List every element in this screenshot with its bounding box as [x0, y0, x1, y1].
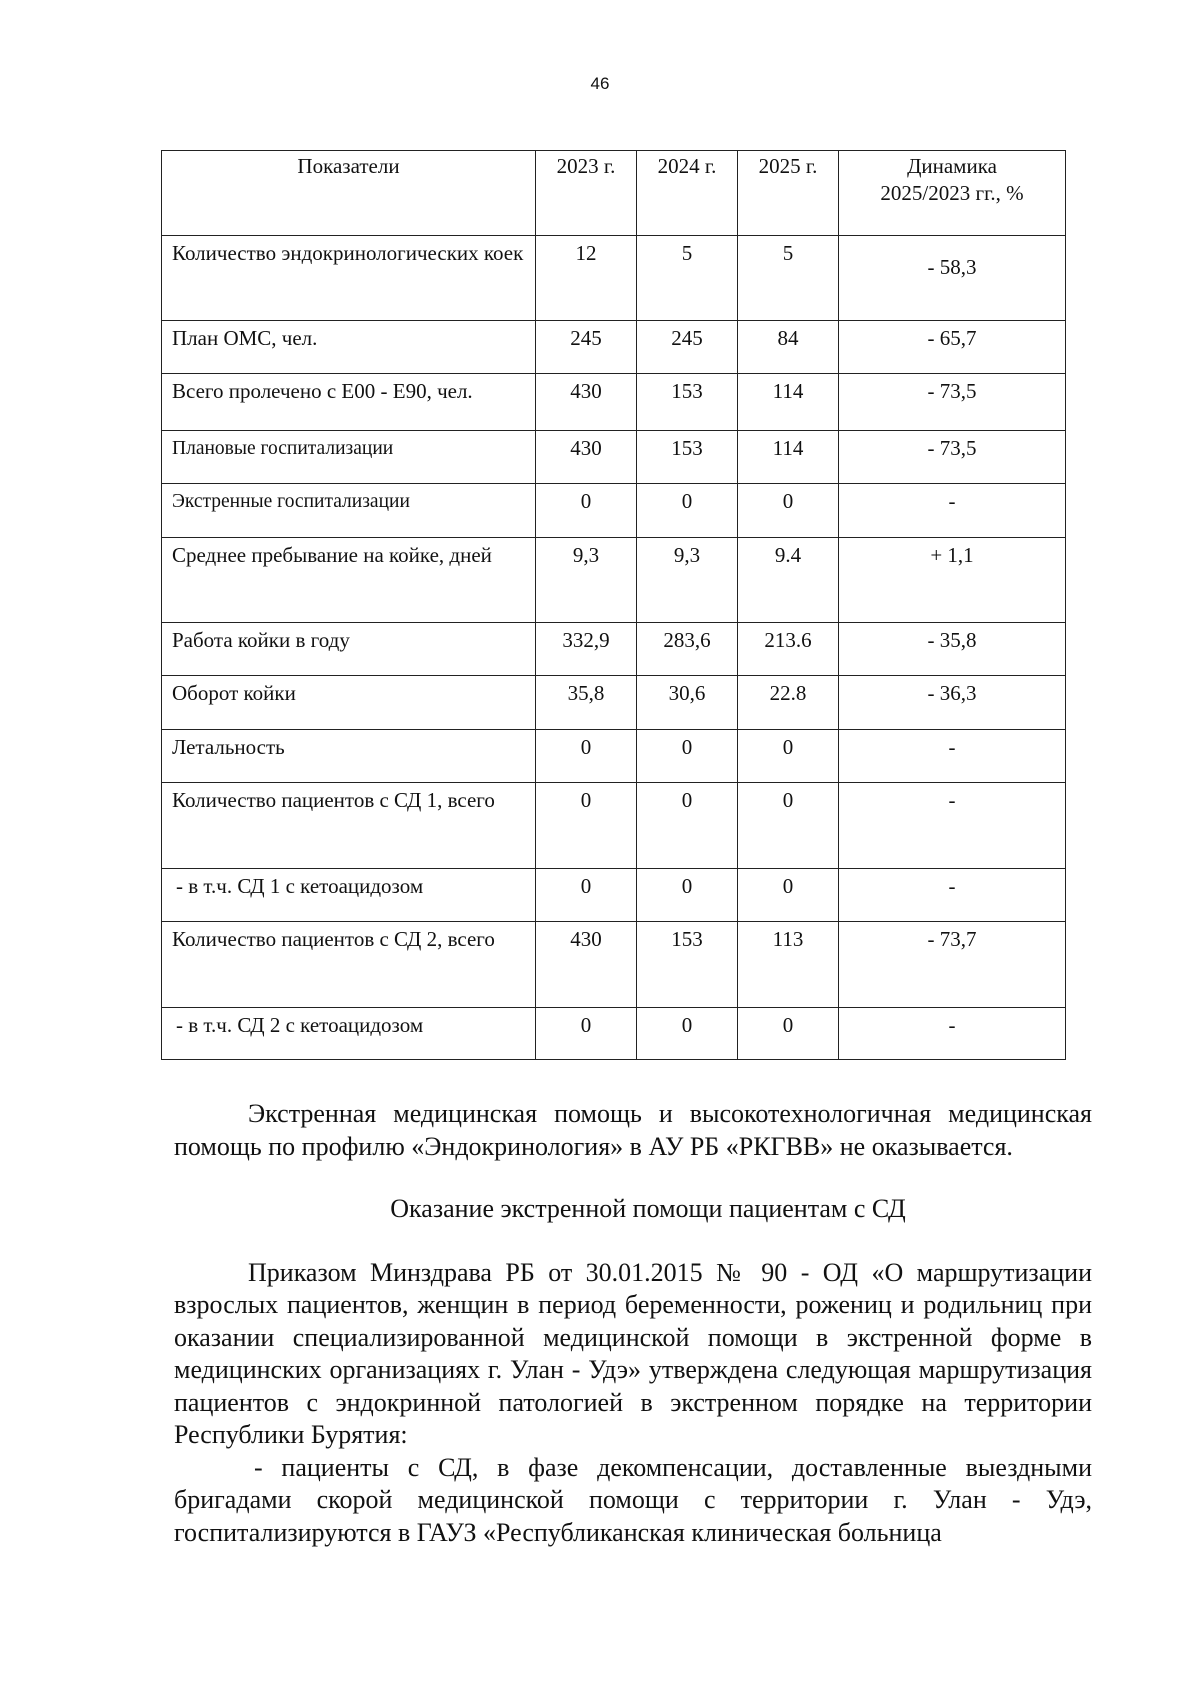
row-value-2025: 0	[738, 484, 839, 538]
row-value-2024: 153	[637, 922, 738, 1008]
table-row	[162, 321, 1066, 374]
row-dynamics: -	[839, 869, 1066, 922]
row-value-2025: 114	[738, 374, 839, 431]
row-value-2023: 0	[536, 730, 637, 783]
row-value-2023: 0	[536, 869, 637, 922]
row-dynamics: - 35,8	[839, 623, 1066, 676]
row-value-2025: 9.4	[738, 538, 839, 623]
header-indicators: Показатели	[162, 151, 536, 236]
header-dynamics: Динамика 2025/2023 гг., %	[839, 151, 1066, 236]
row-indicator: Летальность	[162, 730, 536, 783]
row-value-2025: 0	[738, 783, 839, 869]
row-value-2023: 245	[536, 321, 637, 374]
header-2024: 2024 г.	[637, 151, 738, 236]
row-value-2023: 0	[536, 484, 637, 538]
row-value-2025: 84	[738, 321, 839, 374]
row-indicator: Среднее пребывание на койке, дней	[162, 538, 536, 623]
paragraph-routing-list-item: - пациенты с СД, в фазе декомпенсации, доставленные выездными бригадами скорой медицинской помощи с территории г. Улан - Удэ, госпитализируются в ГАУЗ «Республиканская клиническая больница	[174, 1452, 1092, 1547]
row-indicator: Оборот койки	[162, 676, 536, 730]
row-value-2025: 5	[738, 236, 839, 321]
row-value-2023: 0	[536, 1008, 637, 1060]
row-value-2024: 0	[637, 484, 738, 538]
row-dynamics: - 73,5	[839, 431, 1066, 484]
row-value-2024: 0	[637, 783, 738, 869]
row-value-2024: 0	[637, 1008, 738, 1060]
row-dynamics: -	[839, 1008, 1066, 1060]
row-value-2024: 9,3	[637, 538, 738, 623]
table-row	[162, 676, 1066, 730]
row-indicator: Экстренные госпитализации	[162, 484, 536, 538]
row-indicator: Количество пациентов с СД 1, всего	[162, 783, 536, 869]
row-value-2023: 430	[536, 922, 637, 1008]
row-value-2023: 9,3	[536, 538, 637, 623]
table-row	[162, 783, 1066, 869]
row-value-2025: 0	[738, 1008, 839, 1060]
table-row	[162, 1008, 1066, 1060]
row-value-2023: 430	[536, 374, 637, 431]
table-row	[162, 922, 1066, 1008]
paragraph-order: Приказом Минздрава РБ от 30.01.2015 № 90 - ОД «О маршрутизации взрослых пациентов, женщин в период беременности, рожениц и родильниц при оказании специализированной медицинской помощи в экстренной форме в медицинских организациях г. Улан - Удэ» утверждена следующая маршрутизация пациентов с эндокринной патологией в экстренном порядке на территории Республики Бурятия:	[174, 1257, 1092, 1449]
row-value-2023: 35,8	[536, 676, 637, 730]
row-value-2024: 0	[637, 730, 738, 783]
row-value-2023: 0	[536, 783, 637, 869]
row-value-2025: 113	[738, 922, 839, 1008]
row-value-2023: 12	[536, 236, 637, 321]
table-row	[162, 236, 1066, 321]
row-dynamics: + 1,1	[839, 538, 1066, 623]
row-indicator: Количество пациентов с СД 2, всего	[162, 922, 536, 1008]
row-indicator: Работа койки в году	[162, 623, 536, 676]
row-dynamics: - 73,5	[839, 374, 1066, 431]
row-value-2024: 0	[637, 869, 738, 922]
table-row	[162, 538, 1066, 623]
row-indicator: Всего пролечено с Е00 - Е90, чел.	[162, 374, 536, 431]
header-2023: 2023 г.	[536, 151, 637, 236]
row-dynamics: - 73,7	[839, 922, 1066, 1008]
row-value-2024: 283,6	[637, 623, 738, 676]
row-dynamics: - 58,3	[839, 236, 1066, 321]
row-dynamics: -	[839, 783, 1066, 869]
row-value-2024: 153	[637, 431, 738, 484]
table-row	[162, 623, 1066, 676]
row-value-2023: 430	[536, 431, 637, 484]
row-value-2025: 0	[738, 730, 839, 783]
row-indicator: План ОМС, чел.	[162, 321, 536, 374]
row-indicator: Плановые госпитализации	[162, 431, 536, 484]
row-value-2025: 22.8	[738, 676, 839, 730]
statistics-table	[161, 150, 1066, 1060]
table-row	[162, 374, 1066, 431]
table-header-row	[162, 151, 1066, 236]
row-value-2024: 5	[637, 236, 738, 321]
row-indicator: Количество эндокринологических коек	[162, 236, 536, 321]
paragraph-emergency-care: Экстренная медицинская помощь и высокотехнологичная медицинская помощь по профилю «Эндокринология» в АУ РБ «РКГВВ» не оказывается.	[174, 1099, 1092, 1161]
row-dynamics: -	[839, 730, 1066, 783]
row-dynamics: - 36,3	[839, 676, 1066, 730]
row-indicator: - в т.ч. СД 1 с кетоацидозом	[162, 869, 536, 922]
table-row	[162, 869, 1066, 922]
row-value-2025: 114	[738, 431, 839, 484]
row-dynamics: -	[839, 484, 1066, 538]
row-value-2025: 213.6	[738, 623, 839, 676]
section-heading: Оказание экстренной помощи пациентам с СД	[390, 1194, 906, 1223]
table-row	[162, 484, 1066, 538]
table-row	[162, 730, 1066, 783]
body-text-block	[174, 1098, 1092, 1549]
row-value-2025: 0	[738, 869, 839, 922]
row-value-2023: 332,9	[536, 623, 637, 676]
page-number: 46	[590, 74, 610, 93]
header-2025: 2025 г.	[738, 151, 839, 236]
row-value-2024: 30,6	[637, 676, 738, 730]
table-row	[162, 431, 1066, 484]
row-dynamics: - 65,7	[839, 321, 1066, 374]
row-value-2024: 245	[637, 321, 738, 374]
row-indicator: - в т.ч. СД 2 с кетоацидозом	[162, 1008, 536, 1060]
row-value-2024: 153	[637, 374, 738, 431]
